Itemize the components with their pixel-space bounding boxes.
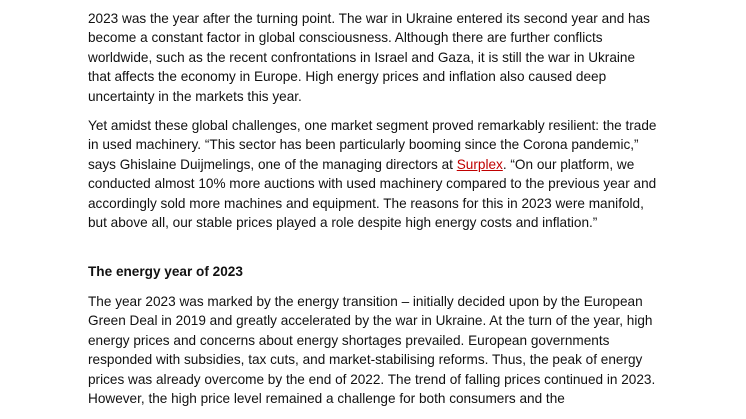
paragraph-intro: 2023 was the year after the turning point. The war in Ukraine entered its second year and has become a constant factor in global consciousness. Although there are further conflicts worldwide, such as the recent confrontations in Israel and Gaza, it is still the war in Ukraine that affects the economy in Europe. High energy prices and inflation also caused deep uncertainty in the markets this year.	[88, 11, 650, 104]
document-body	[88, 9, 660, 408]
paragraph-energy: The year 2023 was marked by the energy transition – initially decided upon by the European Green Deal in 2019 and greatly accelerated by the war in Ukraine. At the turn of the year, high energy prices and concerns about energy shortages prevailed. European governments responded with subsidies, tax cuts, and market-stabilising reforms. Thus, the peak of energy prices was already overcome by the end of 2022. The trend of falling prices continued in 2023. However, the high price level remained a challenge for both consumers and the	[88, 293, 656, 406]
paragraph-market-text-before: Yet amidst these global challenges, one market segment proved remarkably resilient: the trade in used machinery. “This sector has been particularly booming since the Corona pandemic,” says Ghislaine Duijmelings, one of the managing directors at	[88, 118, 657, 172]
section-heading: The energy year of 2023	[88, 264, 243, 280]
surplex-link[interactable]: Surplex	[456, 156, 503, 172]
paragraph-market	[88, 116, 660, 232]
paragraph-market-text-after: . “On our platform, we conducted almost 10% more auctions with used machinery compared to the previous year and accordingly sold more machines and equipment. The reasons for this in 2023 were manifold, but above all, our stable prices played a role despite high energy costs and inflation.”	[88, 156, 657, 231]
